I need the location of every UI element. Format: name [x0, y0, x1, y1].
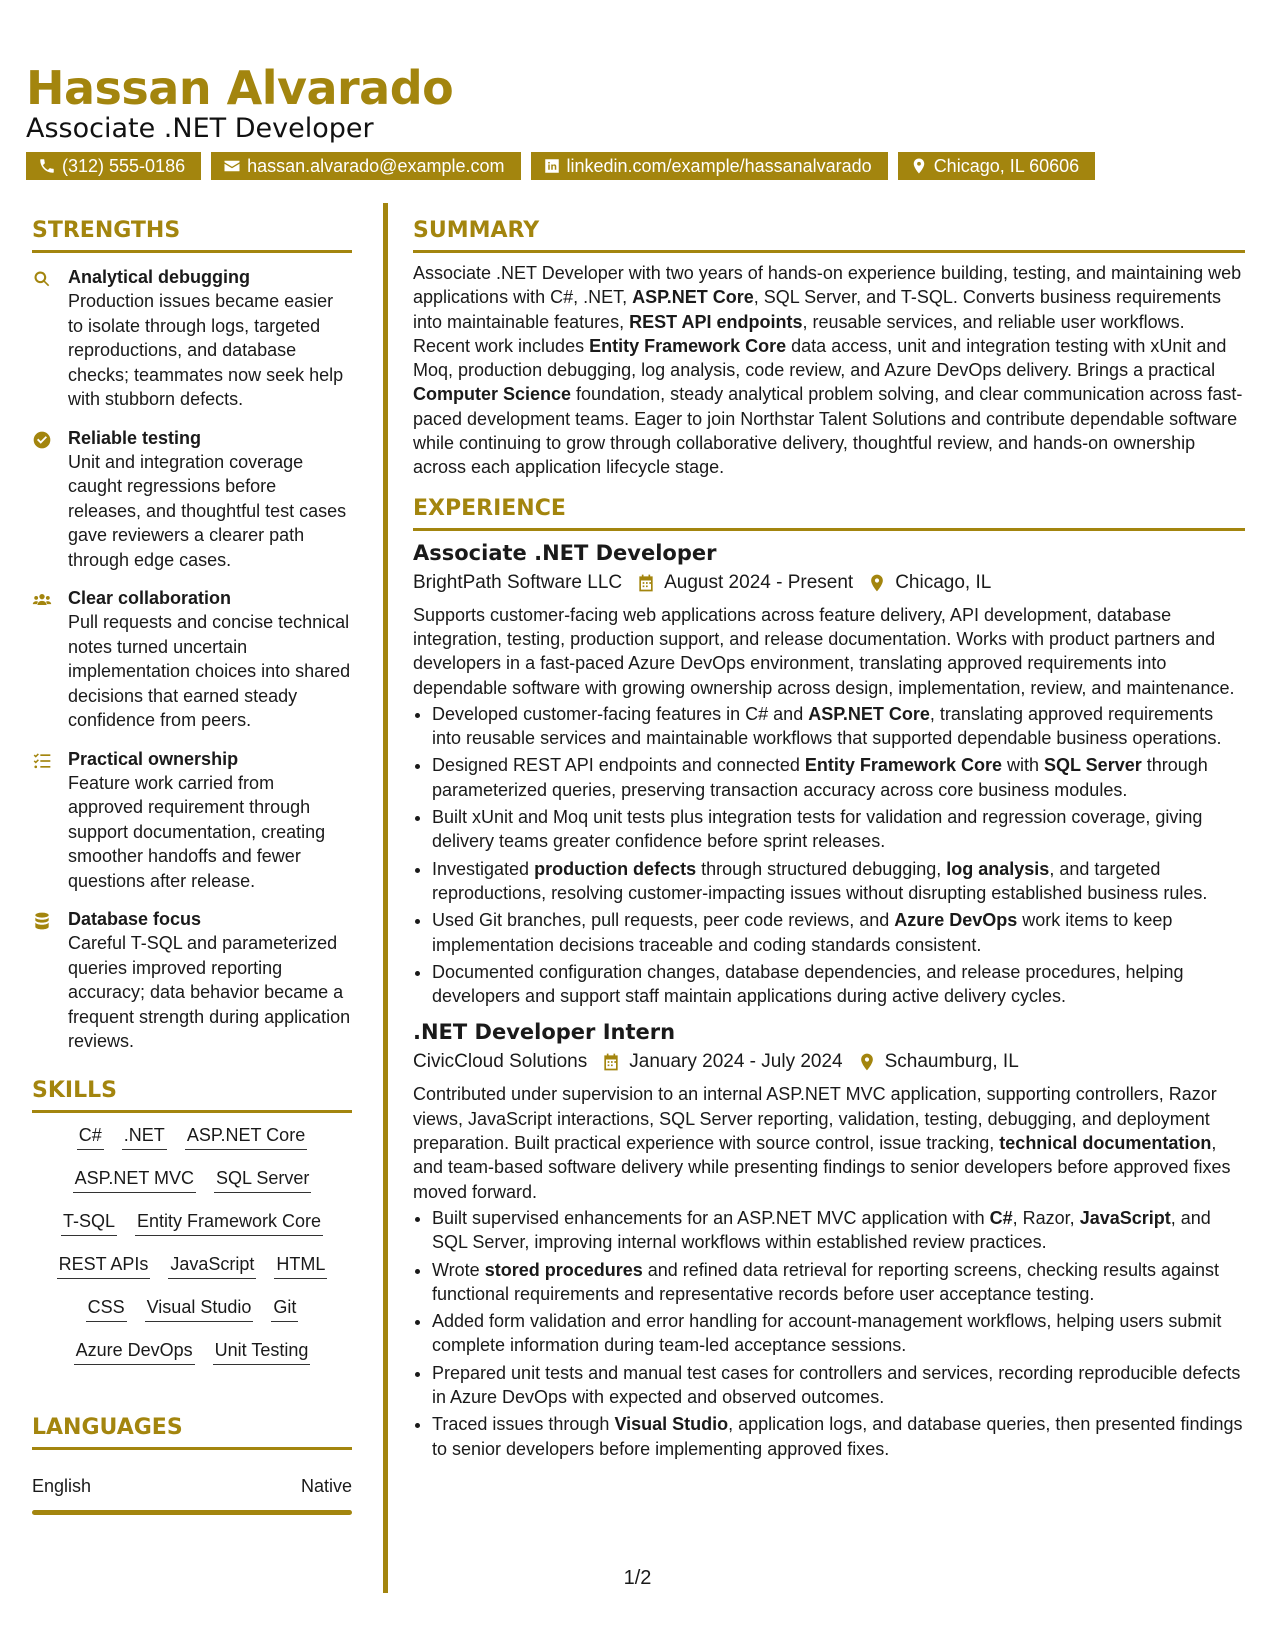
skill-tag: HTML [274, 1252, 327, 1279]
text-run: , application logs, and database queries, then presented findings to senior developers before implementing approved fixes. [432, 1414, 1243, 1459]
text-run: Associate .NET Developer with two years of hands-on experience building, testing, and maintaining web applications with C#, .NET, [413, 263, 1242, 308]
strength-desc: Production issues became easier to isolate through logs, targeted reproductions, and database checks; teammates now seek help with stubborn defects. [68, 291, 344, 409]
calendar-icon [636, 573, 656, 593]
column-divider [383, 203, 388, 1593]
strengths-list [32, 265, 352, 1054]
candidate-role: Associate .NET Developer [26, 113, 374, 144]
bold-phrase: ASP.NET Core [808, 703, 930, 724]
job-company: CivicCloud Solutions [413, 1051, 588, 1073]
language-row [32, 1474, 352, 1498]
bold-phrase: JavaScript [1079, 1207, 1171, 1228]
bold-phrase: REST API endpoints [629, 311, 803, 332]
text-run: , translating approved requirements into reusable services and maintainable workflows that supported dependable business operations. [432, 703, 1222, 749]
skill-tag: T-SQL [61, 1209, 117, 1236]
job-bullets [413, 702, 1245, 1009]
check-circle-icon [32, 430, 52, 450]
skill-tag: Visual Studio [145, 1295, 254, 1322]
strength-title: Database focus [68, 909, 202, 929]
bold-phrase: Azure DevOps [894, 910, 1018, 931]
skill-tag: JavaScript [168, 1252, 256, 1279]
job-meta [413, 1048, 1245, 1076]
contact-linkedin-text: linkedin.com/example/hassanalvarado [566, 156, 872, 176]
bold-phrase: ASP.NET Core [632, 287, 754, 308]
job-bullet [432, 857, 1245, 906]
location-pin-icon [867, 573, 887, 593]
contact-location-text: Chicago, IL 60606 [933, 156, 1080, 176]
linkedin-icon [543, 157, 561, 175]
summary-heading: SUMMARY [413, 216, 1245, 253]
job-bullet [432, 1258, 1245, 1307]
contact-email[interactable] [211, 152, 520, 180]
bold-phrase: log analysis [946, 858, 1050, 879]
skill-tag: Entity Framework Core [135, 1209, 323, 1236]
text-run: Supports customer-facing web applications across feature delivery, API development, database integration, testing, production support, and release documentation. Works with product partners and developers in a fast-paced Azure DevOps environment, translating approved requirements into dependable software with growing ownership across design, implementation, review, and maintenance. [413, 604, 1235, 698]
bold-phrase: Entity Framework Core [589, 335, 787, 356]
strengths-heading: STRENGTHS [32, 216, 352, 253]
left-column [32, 216, 352, 1515]
text-run: Added form validation and error handling for account-management workflows, helping users submit complete information during team-led acceptance sessions. [432, 1311, 1222, 1356]
skill-tag: ASP.NET Core [185, 1123, 307, 1150]
skill-tag: REST APIs [57, 1252, 151, 1279]
skill-tag: Git [271, 1295, 298, 1322]
search-icon [32, 269, 52, 289]
page-number: 1/2 [623, 1567, 652, 1589]
text-run: , SQL Server, and T-SQL. Converts business requirements into maintainable features, [413, 287, 1222, 332]
job-bullet [432, 1206, 1245, 1255]
language-level: Native [300, 1475, 352, 1496]
strength-desc: Unit and integration coverage caught regressions before releases, and thoughtful test cases gave reviewers a clearer path through edge cases. [68, 451, 347, 570]
strength-desc: Feature work carried from approved requirement through support documentation, creating smoother handoffs and fewer questions after release. [68, 772, 326, 891]
job-bullet [432, 1309, 1245, 1358]
bold-phrase: C# [989, 1207, 1013, 1228]
candidate-name: Hassan Alvarado [26, 61, 454, 115]
skill-tag: .NET [122, 1123, 167, 1150]
strength-title: Analytical debugging [68, 267, 251, 287]
contact-phone[interactable] [26, 152, 201, 180]
text-run: data access, unit and integration testing with xUnit and Moq, production debugging, log analysis, code review, and Azure DevOps delivery. Brings a practical [413, 335, 1227, 381]
text-run: Designed REST API endpoints and connected [432, 755, 805, 776]
skills-list [32, 1113, 352, 1381]
skill-tag: SQL Server [214, 1166, 311, 1193]
bold-phrase: Visual Studio [614, 1414, 729, 1435]
strength-desc: Careful T-SQL and parameterized queries improved reporting accuracy; data behavior became a frequent strength during application reviews. [68, 933, 351, 1051]
job-location: Chicago, IL [895, 571, 992, 593]
text-run: Documented configuration changes, database dependencies, and release procedures, helping developers and support staff maintain applications during active delivery cycles. [432, 961, 1184, 1007]
strength-item [32, 907, 352, 1054]
strength-title: Clear collaboration [68, 588, 232, 608]
envelope-icon [223, 157, 241, 175]
job-entry [413, 539, 1245, 1009]
bold-phrase: Entity Framework Core [804, 755, 1002, 776]
text-run: through structured debugging, [696, 858, 947, 879]
job-bullet [432, 1412, 1245, 1461]
text-run: Traced issues through [432, 1414, 615, 1435]
job-bullets [413, 1206, 1245, 1461]
text-run: Prepared unit tests and manual test cases for controllers and services, recording reproducible defects in Azure DevOps with expected and observed outcomes. [432, 1362, 1241, 1407]
job-bullet [432, 753, 1245, 802]
strength-item [32, 426, 352, 573]
skill-tag: ASP.NET MVC [73, 1166, 196, 1193]
text-run: , and SQL Server, improving internal workflows within established review practices. [432, 1207, 1211, 1253]
text-run: , and targeted reproductions, resolving customer-impacting issues without disrupting established business rules. [432, 858, 1208, 903]
text-run: , Razor, [1012, 1207, 1080, 1228]
bold-phrase: technical documentation [999, 1133, 1212, 1154]
job-dates: January 2024 - July 2024 [629, 1051, 843, 1073]
strength-title: Practical ownership [68, 748, 239, 769]
job-bullet [432, 908, 1245, 957]
job-company: BrightPath Software LLC [413, 571, 623, 593]
skill-tag: C# [77, 1123, 104, 1150]
language-name: English [32, 1475, 92, 1496]
database-icon [32, 911, 52, 931]
text-run: Wrote [432, 1259, 485, 1280]
job-location: Schaumburg, IL [884, 1051, 1019, 1073]
bold-phrase: stored procedures [484, 1259, 643, 1280]
text-run: through parameterized queries, preserving transaction accuracy across core business modules. [432, 755, 1208, 800]
job-title: Associate .NET Developer [413, 540, 717, 565]
text-run: and refined data retrieval for reporting screens, checking results against functional requirements and representative records before user acceptance testing. [432, 1259, 1220, 1304]
job-description [413, 603, 1245, 700]
job-bullet [432, 960, 1245, 1009]
text-run: Built supervised enhancements for an ASP.NET MVC application with [432, 1207, 990, 1228]
text-run: Used Git branches, pull requests, peer code reviews, and [432, 910, 895, 931]
strength-item [32, 586, 352, 733]
job-bullet [432, 1361, 1245, 1410]
contact-location [898, 152, 1095, 180]
right-column [413, 216, 1245, 1464]
job-title: .NET Developer Intern [413, 1020, 676, 1045]
text-run: work items to keep implementation decisions traceable and coding standards consistent. [432, 910, 1173, 955]
contact-linkedin[interactable] [531, 152, 888, 180]
bold-phrase: SQL Server [1044, 755, 1142, 776]
contact-bar [26, 152, 1095, 180]
list-check-icon [32, 751, 52, 771]
bold-phrase: Computer Science [413, 384, 572, 405]
language-proficiency-bar [32, 1510, 352, 1515]
bold-phrase: production defects [534, 858, 697, 879]
skill-tag: CSS [86, 1295, 127, 1322]
job-bullet [432, 805, 1245, 854]
job-bullet [432, 702, 1245, 751]
skill-tag: Unit Testing [213, 1338, 311, 1365]
text-run: , reusable services, and reliable user workflows. Recent work includes [413, 311, 1185, 356]
phone-icon [38, 157, 56, 175]
contact-phone-text: (312) 555-0186 [62, 156, 186, 176]
text-run: Developed customer-facing features in C# and [432, 703, 809, 724]
text-run: Built xUnit and Moq unit tests plus integration tests for validation and regression coverage, giving delivery teams greater confidence before sprint releases. [432, 807, 1203, 852]
skills-heading: SKILLS [32, 1076, 352, 1113]
contact-email-text: hassan.alvarado@example.com [247, 156, 505, 176]
languages-heading: LANGUAGES [32, 1413, 352, 1450]
strength-item [32, 747, 352, 894]
job-description [413, 1082, 1245, 1203]
users-icon [32, 590, 52, 610]
job-meta [413, 569, 1245, 597]
job-entry [413, 1018, 1245, 1460]
job-dates: August 2024 - Present [664, 571, 854, 593]
calendar-icon [601, 1052, 621, 1072]
text-run: foundation, steady analytical problem solving, and clear communication across fast-paced development teams. Eager to join Northstar Talent Solutions and contribute dependable software while continuing to grow through collaborative delivery, thoughtful review, and hands-on ownership across each application lifecycle stage. [413, 384, 1243, 478]
experience-heading: EXPERIENCE [413, 494, 1245, 531]
strength-item [32, 265, 352, 412]
location-pin-icon [857, 1052, 877, 1072]
strength-title: Reliable testing [68, 427, 202, 448]
skill-tag: Azure DevOps [74, 1338, 195, 1365]
text-run: with [1001, 755, 1044, 776]
text-run: Contributed under supervision to an internal ASP.NET MVC application, supporting controllers, Razor views, JavaScript interactions, SQL Server reporting, validation, testing, debugging, and deployment preparation. Built practical experience with source control, issue tracking, [413, 1084, 1217, 1154]
location-pin-icon [910, 157, 928, 175]
summary-text [413, 261, 1245, 480]
strength-desc: Pull requests and concise technical notes turned uncertain implementation choices into shared decisions that earned steady confidence from peers. [68, 612, 351, 730]
text-run: , and team-based software delivery while presenting findings to senior developers before approved fixes moved forward. [413, 1133, 1231, 1202]
text-run: Investigated [432, 858, 535, 879]
